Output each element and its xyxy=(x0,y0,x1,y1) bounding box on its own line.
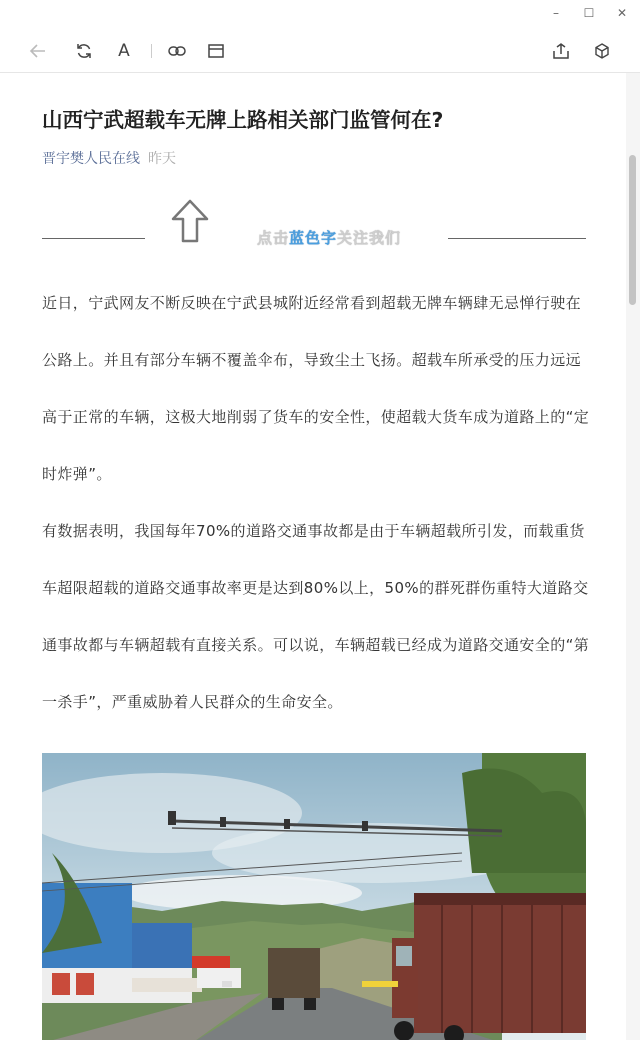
article-paragraph: 有数据表明，我国每年70%的道路交通事故都是由于车辆超载所引发，而载重货车超限超载的道路交通事故率更是达到80%以上，50%的群死群伤重特大道路交通事故都与车辆超载有直接关系。可以说，车辆超载已经成为道路交通安全的“第一杀手”，严重威胁着人民群众的生命安全。 xyxy=(42,522,590,711)
follow-prompt[interactable] xyxy=(257,227,401,248)
article-date: 昨天 xyxy=(148,151,176,167)
minimize-button[interactable]: – xyxy=(553,6,559,20)
maximize-button[interactable]: ☐ xyxy=(583,6,595,20)
banner-left-line xyxy=(42,238,145,239)
article-author[interactable]: 晋宇樊人民在线 xyxy=(42,151,140,167)
back-arrow-icon[interactable] xyxy=(27,40,49,62)
vertical-scrollbar[interactable] xyxy=(626,73,640,1040)
follow-prompt-blue: 蓝色字 xyxy=(289,229,338,247)
up-arrow-icon xyxy=(170,199,210,247)
scrollbar-thumb[interactable] xyxy=(629,155,636,305)
follow-banner xyxy=(42,199,586,249)
article-photo xyxy=(42,753,586,1040)
cube-icon[interactable] xyxy=(591,40,613,62)
toolbar-divider xyxy=(151,44,152,58)
link-icon[interactable] xyxy=(166,40,188,62)
article-meta xyxy=(42,148,176,168)
road-scene-image xyxy=(42,753,586,1040)
article-paragraph: 近日，宁武网友不断反映在宁武县城附近经常看到超载无牌车辆肆无忌惮行驶在公路上。并且有部分车辆不覆盖伞布，导致尘土飞扬。超载车所承受的压力远远高于正常的车辆，这极大地削弱了货车的安全性，使超载大货车成为道路上的“定时炸弹”。 xyxy=(42,294,590,483)
window-icon[interactable] xyxy=(205,40,227,62)
close-button[interactable]: ✕ xyxy=(616,6,628,20)
banner-right-line xyxy=(448,238,586,239)
window-titlebar xyxy=(0,0,640,28)
refresh-icon[interactable] xyxy=(73,40,95,62)
article-content xyxy=(0,73,626,1040)
reader-toolbar xyxy=(0,28,640,73)
article-title: 山西宁武超载车无牌上路相关部门监管何在? xyxy=(42,108,444,132)
follow-prompt-suffix: 关注我们 xyxy=(337,229,402,247)
share-icon[interactable] xyxy=(550,40,572,62)
font-icon[interactable]: A xyxy=(118,41,130,61)
follow-prompt-prefix: 点击 xyxy=(257,229,290,247)
